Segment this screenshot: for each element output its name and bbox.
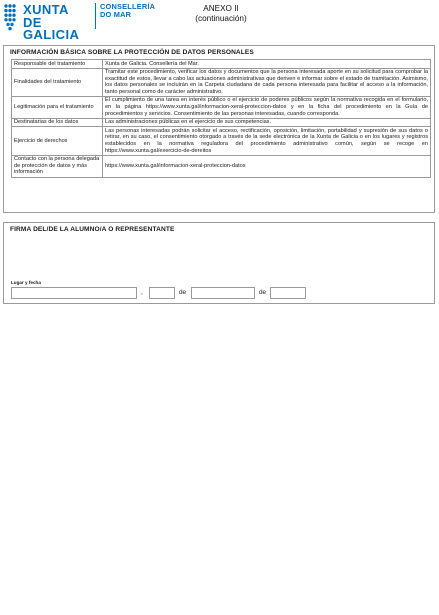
row-label: Finalidades del tratamiento bbox=[12, 68, 103, 96]
xunta-logo bbox=[2, 2, 92, 42]
row-value: Las administraciones públicas en el ejercicio de sus competencias. bbox=[103, 118, 431, 127]
data-protection-title: INFORMACIÓN BÁSICA SOBRE LA PROTECCIÓN DE DATOS PERSONALES bbox=[10, 49, 254, 56]
data-protection-section bbox=[3, 45, 435, 213]
row-label: Legitimación para el tratamiento bbox=[12, 96, 103, 118]
row-label: Contacto con la persona delegada de protección de datos y más información bbox=[12, 155, 103, 177]
table-row bbox=[12, 60, 431, 69]
row-value: El cumplimiento de una tarea en interés público o el ejercicio de poderes públicos según la normativa recogida en el formulario, en la página https://www.xunta.gal/informacion-xeral-proteccion-datos y en la ficha del procedimiento en la Guía de procedimientos y servicios. Consentimiento de las personas interesadas, cuando corresponda. bbox=[103, 96, 431, 118]
year-input[interactable] bbox=[270, 287, 306, 299]
day-input[interactable] bbox=[149, 287, 175, 299]
row-label: Ejercicio de derechos bbox=[12, 127, 103, 155]
row-label: Responsable del tratamiento bbox=[12, 60, 103, 69]
row-value: Las personas interesadas podrán solicitar el acceso, rectificación, oposición, limitación, portabilidad y supresión de sus datos o retirar, en su caso, el consentimiento otorgado a través de la sede electrónica de la Xunta de Galicia o en los lugares y registros establecidos en la normativa reguladora del procedimiento administrativo común, según se recoge en https://www.xunta.gal/exercicio-de-dereitos bbox=[103, 127, 431, 155]
logo-wordmark bbox=[23, 4, 92, 42]
table-row bbox=[12, 96, 431, 118]
logo-line2: DE GALICIA bbox=[23, 14, 80, 42]
comma-separator: , bbox=[141, 289, 143, 296]
department-line1: CONSELLERÍA bbox=[100, 2, 156, 11]
month-input[interactable] bbox=[191, 287, 255, 299]
annex-title: ANEXO II bbox=[203, 4, 239, 13]
place-input[interactable] bbox=[11, 287, 137, 299]
row-value: Xunta de Galicia. Consellería del Mar. bbox=[103, 60, 431, 69]
table-row bbox=[12, 155, 431, 177]
annex-label bbox=[175, 4, 267, 23]
signature-title: FIRMA DEL/DE LA ALUMNO/A O REPRESENTANTE bbox=[10, 226, 175, 233]
signature-section bbox=[3, 222, 435, 304]
annex-subtitle: (continuación) bbox=[195, 13, 247, 23]
table-row bbox=[12, 68, 431, 96]
table-row bbox=[12, 118, 431, 127]
row-value: Tramitar este procedimiento, verificar los datos y documentos que la persona interesada aporte en su solicitud para comprobar la exactitud de estos, llevar a cabo las actuaciones administrativas que deriven e informar sobre el estado de tramitación. Asimismo, los datos personales se incluirán en la Carpeta ciudadana de cada persona interesada para facilitar el acceso a la información, tanto personal como de carácter administrativo. bbox=[103, 68, 431, 96]
logo-divider bbox=[95, 3, 96, 29]
table-row bbox=[12, 127, 431, 155]
row-value: https://www.xunta.gal/informacion-xeral-proteccion-datos bbox=[103, 155, 431, 177]
department-line2: DO MAR bbox=[100, 10, 132, 19]
logo-line1: XUNTA bbox=[23, 2, 69, 17]
de-separator-1: de bbox=[179, 289, 187, 296]
header bbox=[0, 0, 439, 40]
data-protection-table bbox=[11, 59, 431, 178]
galicia-shield-icon bbox=[2, 3, 18, 31]
de-separator-2: de bbox=[259, 289, 267, 296]
place-date-label: Lugar y fecha bbox=[11, 280, 41, 285]
row-label: Destinatarias de los datos bbox=[12, 118, 103, 127]
department-name bbox=[100, 3, 155, 19]
